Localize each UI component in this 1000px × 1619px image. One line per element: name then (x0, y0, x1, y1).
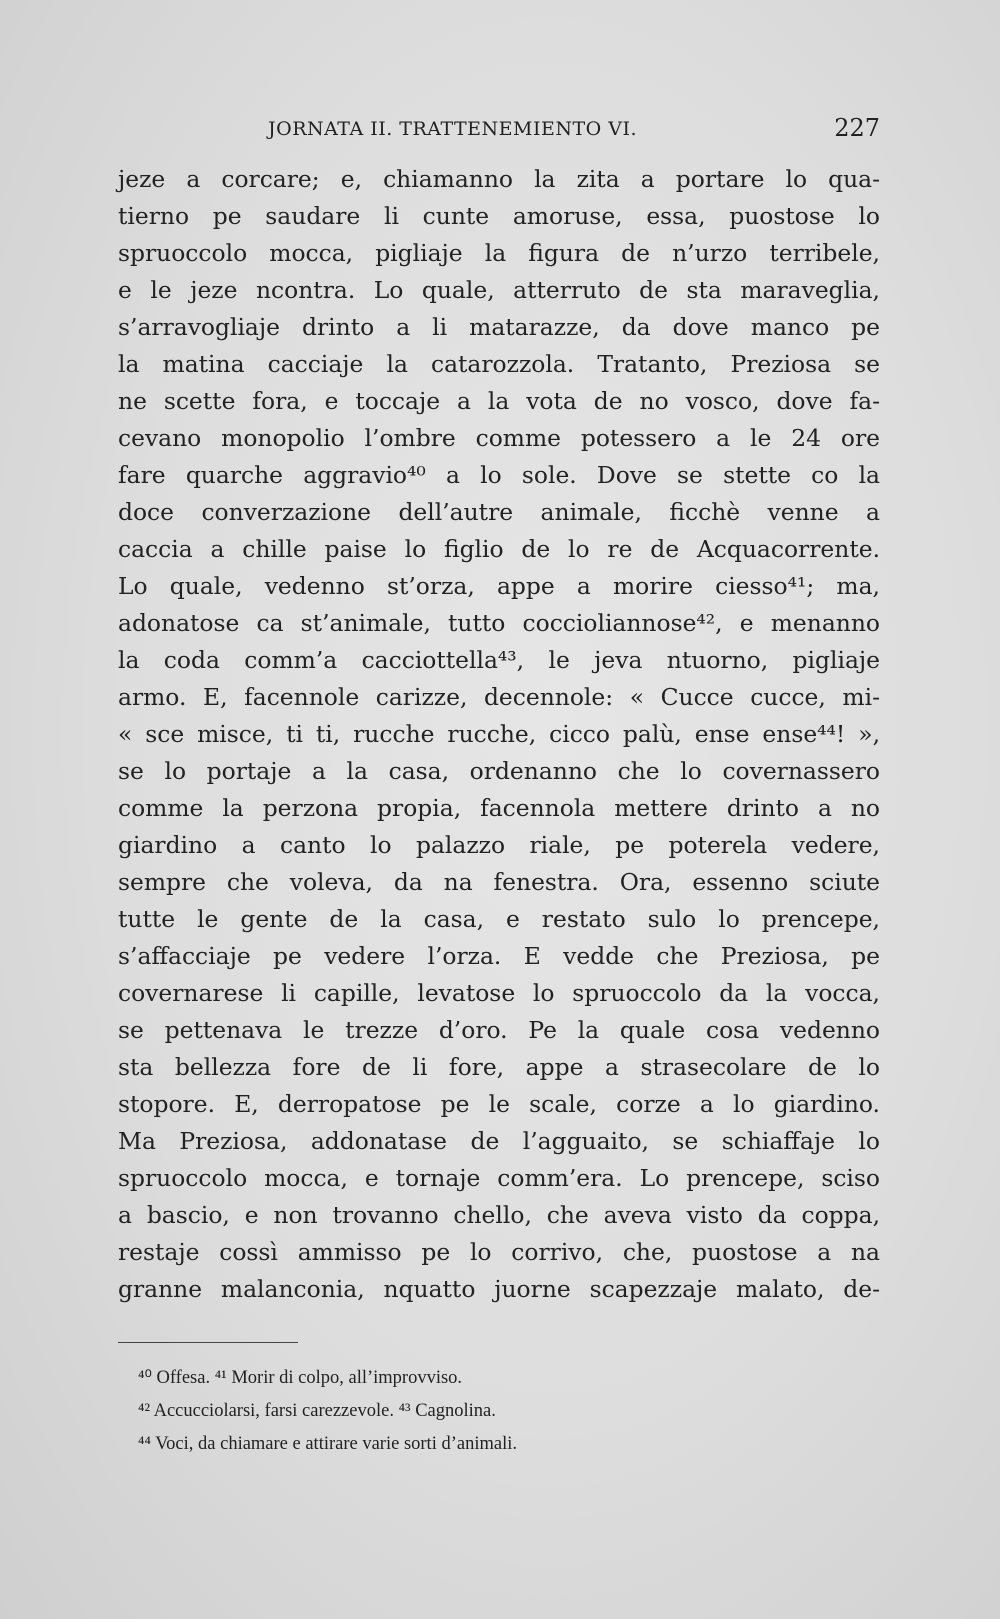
footnotes (138, 1362, 880, 1461)
text-line: sempre che voleva, da na fenestra. Ora, essenno sciute (118, 868, 880, 896)
text-line: e le jeze ncontra. Lo quale, atterruto de sta maraveglia, (118, 276, 880, 304)
text-line: se lo portaje a la casa, ordenanno che lo covernassero (118, 757, 880, 785)
text-line: s’arravogliaje drinto a li matarazze, da dove manco pe (118, 313, 880, 341)
text-line: armo. E, facennole carizze, decennole: « Cucce cucce, mi- (118, 683, 880, 711)
text-line: tierno pe saudare li cunte amoruse, essa, puostose lo (118, 202, 880, 230)
text-line: giardino a canto lo palazzo riale, pe poterela vedere, (118, 831, 880, 859)
text-line: a bascio, e non trovanno chello, che aveva visto da coppa, (118, 1201, 880, 1229)
page-number: 227 (834, 114, 880, 142)
text-line: spruoccolo mocca, pigliaje la figura de n’urzo terribele, (118, 239, 880, 267)
text-line: la matina cacciaje la catarozzola. Tratanto, Preziosa se (118, 350, 880, 378)
text-line: covernarese li capille, levatose lo spruoccolo da la vocca, (118, 979, 880, 1007)
footnote-rule (118, 1342, 298, 1343)
text-line: jeze a corcare; e, chiamanno la zita a portare lo qua- (118, 165, 880, 193)
text-line: comme la perzona propia, facennola mettere drinto a no (118, 794, 880, 822)
text-line: fare quarche aggravio⁴⁰ a lo sole. Dove se stette co la (118, 461, 880, 489)
text-line: granne malanconia, nquatto juorne scapezzaje malato, de- (118, 1275, 880, 1303)
footnote-line: ⁴² Accucciolarsi, farsi carezzevole. ⁴³ Cagnolina. (138, 1401, 496, 1421)
text-line: spruoccolo mocca, e tornaje comm’era. Lo prencepe, sciso (118, 1164, 880, 1192)
text-line: s’affacciaje pe vedere l’orza. E vedde che Preziosa, pe (118, 942, 880, 970)
text-line: caccia a chille paise lo figlio de lo re de Acquacorrente. (118, 535, 880, 563)
text-line: cevano monopolio l’ombre comme potessero a le 24 ore (118, 424, 880, 452)
footnote-line: ⁴⁴ Voci, da chiamare e attirare varie sorti d’animali. (138, 1434, 517, 1454)
body-text (118, 161, 880, 1308)
text-line: restaje cossì ammisso pe lo corrivo, che, puostose a na (118, 1238, 880, 1266)
text-line: « sce misce, ti ti, rucche rucche, cicco palù, ense ense⁴⁴! », (118, 720, 880, 748)
page-header (250, 114, 880, 148)
text-line: tutte le gente de la casa, e restato sulo lo prencepe, (118, 905, 880, 933)
text-line: adonatose ca st’animale, tutto coccioliannose⁴², e menanno (118, 609, 880, 637)
text-line: sta bellezza fore de li fore, appe a strasecolare de lo (118, 1053, 880, 1081)
running-head: JORNATA II. TRATTENEMIENTO VI. (268, 118, 638, 140)
text-line: stopore. E, derropatose pe le scale, corze a lo giardino. (118, 1090, 880, 1118)
text-line: se pettenava le trezze d’oro. Pe la quale cosa vedenno (118, 1016, 880, 1044)
text-line: Lo quale, vedenno st’orza, appe a morire ciesso⁴¹; ma, (118, 572, 880, 600)
footnote-line: ⁴⁰ Offesa. ⁴¹ Morir di colpo, all’improvviso. (138, 1368, 463, 1388)
text-line: la coda comm’a cacciottella⁴³, le jeva ntuorno, pigliaje (118, 646, 880, 674)
text-line: Ma Preziosa, addonatase de l’agguaito, se schiaffaje lo (118, 1127, 880, 1155)
text-line: ne scette fora, e toccaje a la vota de no vosco, dove fa- (118, 387, 880, 415)
text-line: doce converzazione dell’autre animale, ficchè venne a (118, 498, 880, 526)
